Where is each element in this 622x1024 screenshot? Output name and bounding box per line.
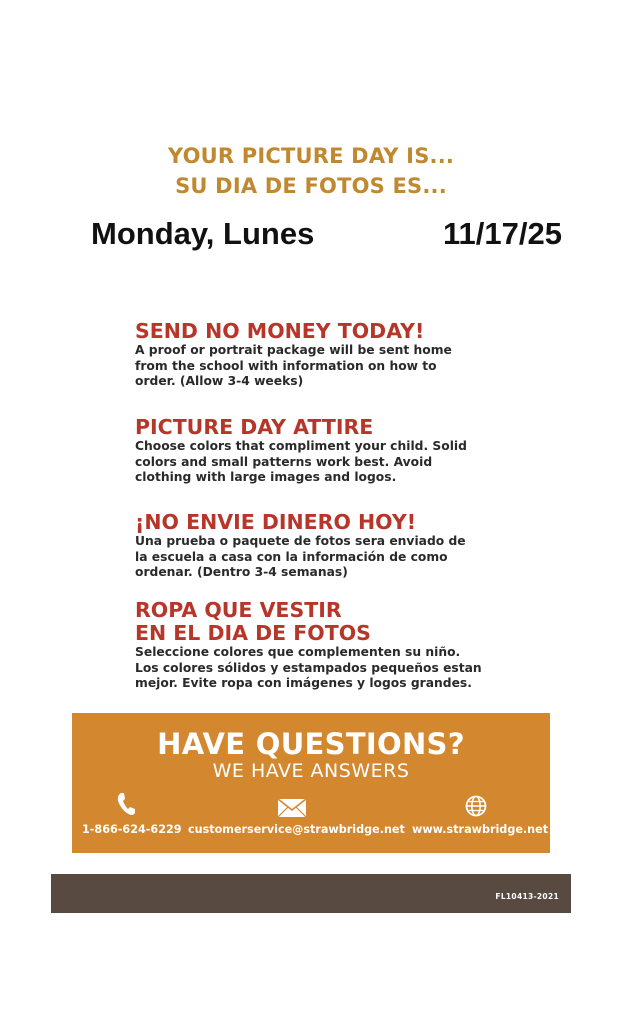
- section-title: SEND NO MONEY TODAY!: [135, 319, 425, 343]
- section-send-no-money: [135, 320, 495, 390]
- section-title: PICTURE DAY ATTIRE: [135, 415, 374, 439]
- date-row: [0, 216, 622, 256]
- footer-bar: [51, 874, 571, 913]
- heading-line-1: YOUR PICTURE DAY IS...: [167, 144, 455, 168]
- section-body: Una prueba o paquete de fotos sera enviado de la escuela a casa con la información de como ordenar. (Dentro 3-4 semanas): [135, 534, 466, 579]
- section-ropa-que-vestir: [135, 599, 505, 692]
- section-body: Seleccione colores que complementen su niño. Los colores sólidos y estampados pequeños estan mejor. Evite ropa con imágenes y logos grandes.: [135, 645, 482, 690]
- globe-icon: [465, 795, 487, 822]
- envelope-icon: [277, 798, 307, 823]
- contact-title: HAVE QUESTIONS?: [157, 727, 465, 761]
- heading-line-2: SU DIA DE FOTOS ES...: [175, 174, 447, 198]
- contact-phone[interactable]: 1-866-624-6229: [82, 823, 182, 836]
- section-title: ROPA QUE VESTIR EN EL DIA DE FOTOS: [135, 598, 371, 645]
- contact-email[interactable]: customerservice@strawbridge.net: [188, 823, 405, 836]
- picture-day-date: 11/17/25: [443, 216, 562, 251]
- contact-website[interactable]: www.strawbridge.net: [412, 823, 549, 836]
- phone-icon: [116, 792, 136, 821]
- picture-day-weekday: Monday, Lunes: [91, 216, 315, 251]
- footer-code: FL10413-2021: [495, 892, 559, 901]
- contact-subtitle: WE HAVE ANSWERS: [212, 760, 410, 782]
- section-picture-day-attire: [135, 416, 495, 486]
- contact-banner: [72, 713, 550, 853]
- section-no-envie-dinero: [135, 511, 495, 581]
- section-body: A proof or portrait package will be sent home from the school with information on how to order. (Allow 3-4 weeks): [135, 343, 452, 388]
- section-title: ¡NO ENVIE DINERO HOY!: [135, 510, 417, 534]
- section-body: Choose colors that compliment your child. Solid colors and small patterns work best. Avoid clothing with large images and logos.: [135, 439, 467, 484]
